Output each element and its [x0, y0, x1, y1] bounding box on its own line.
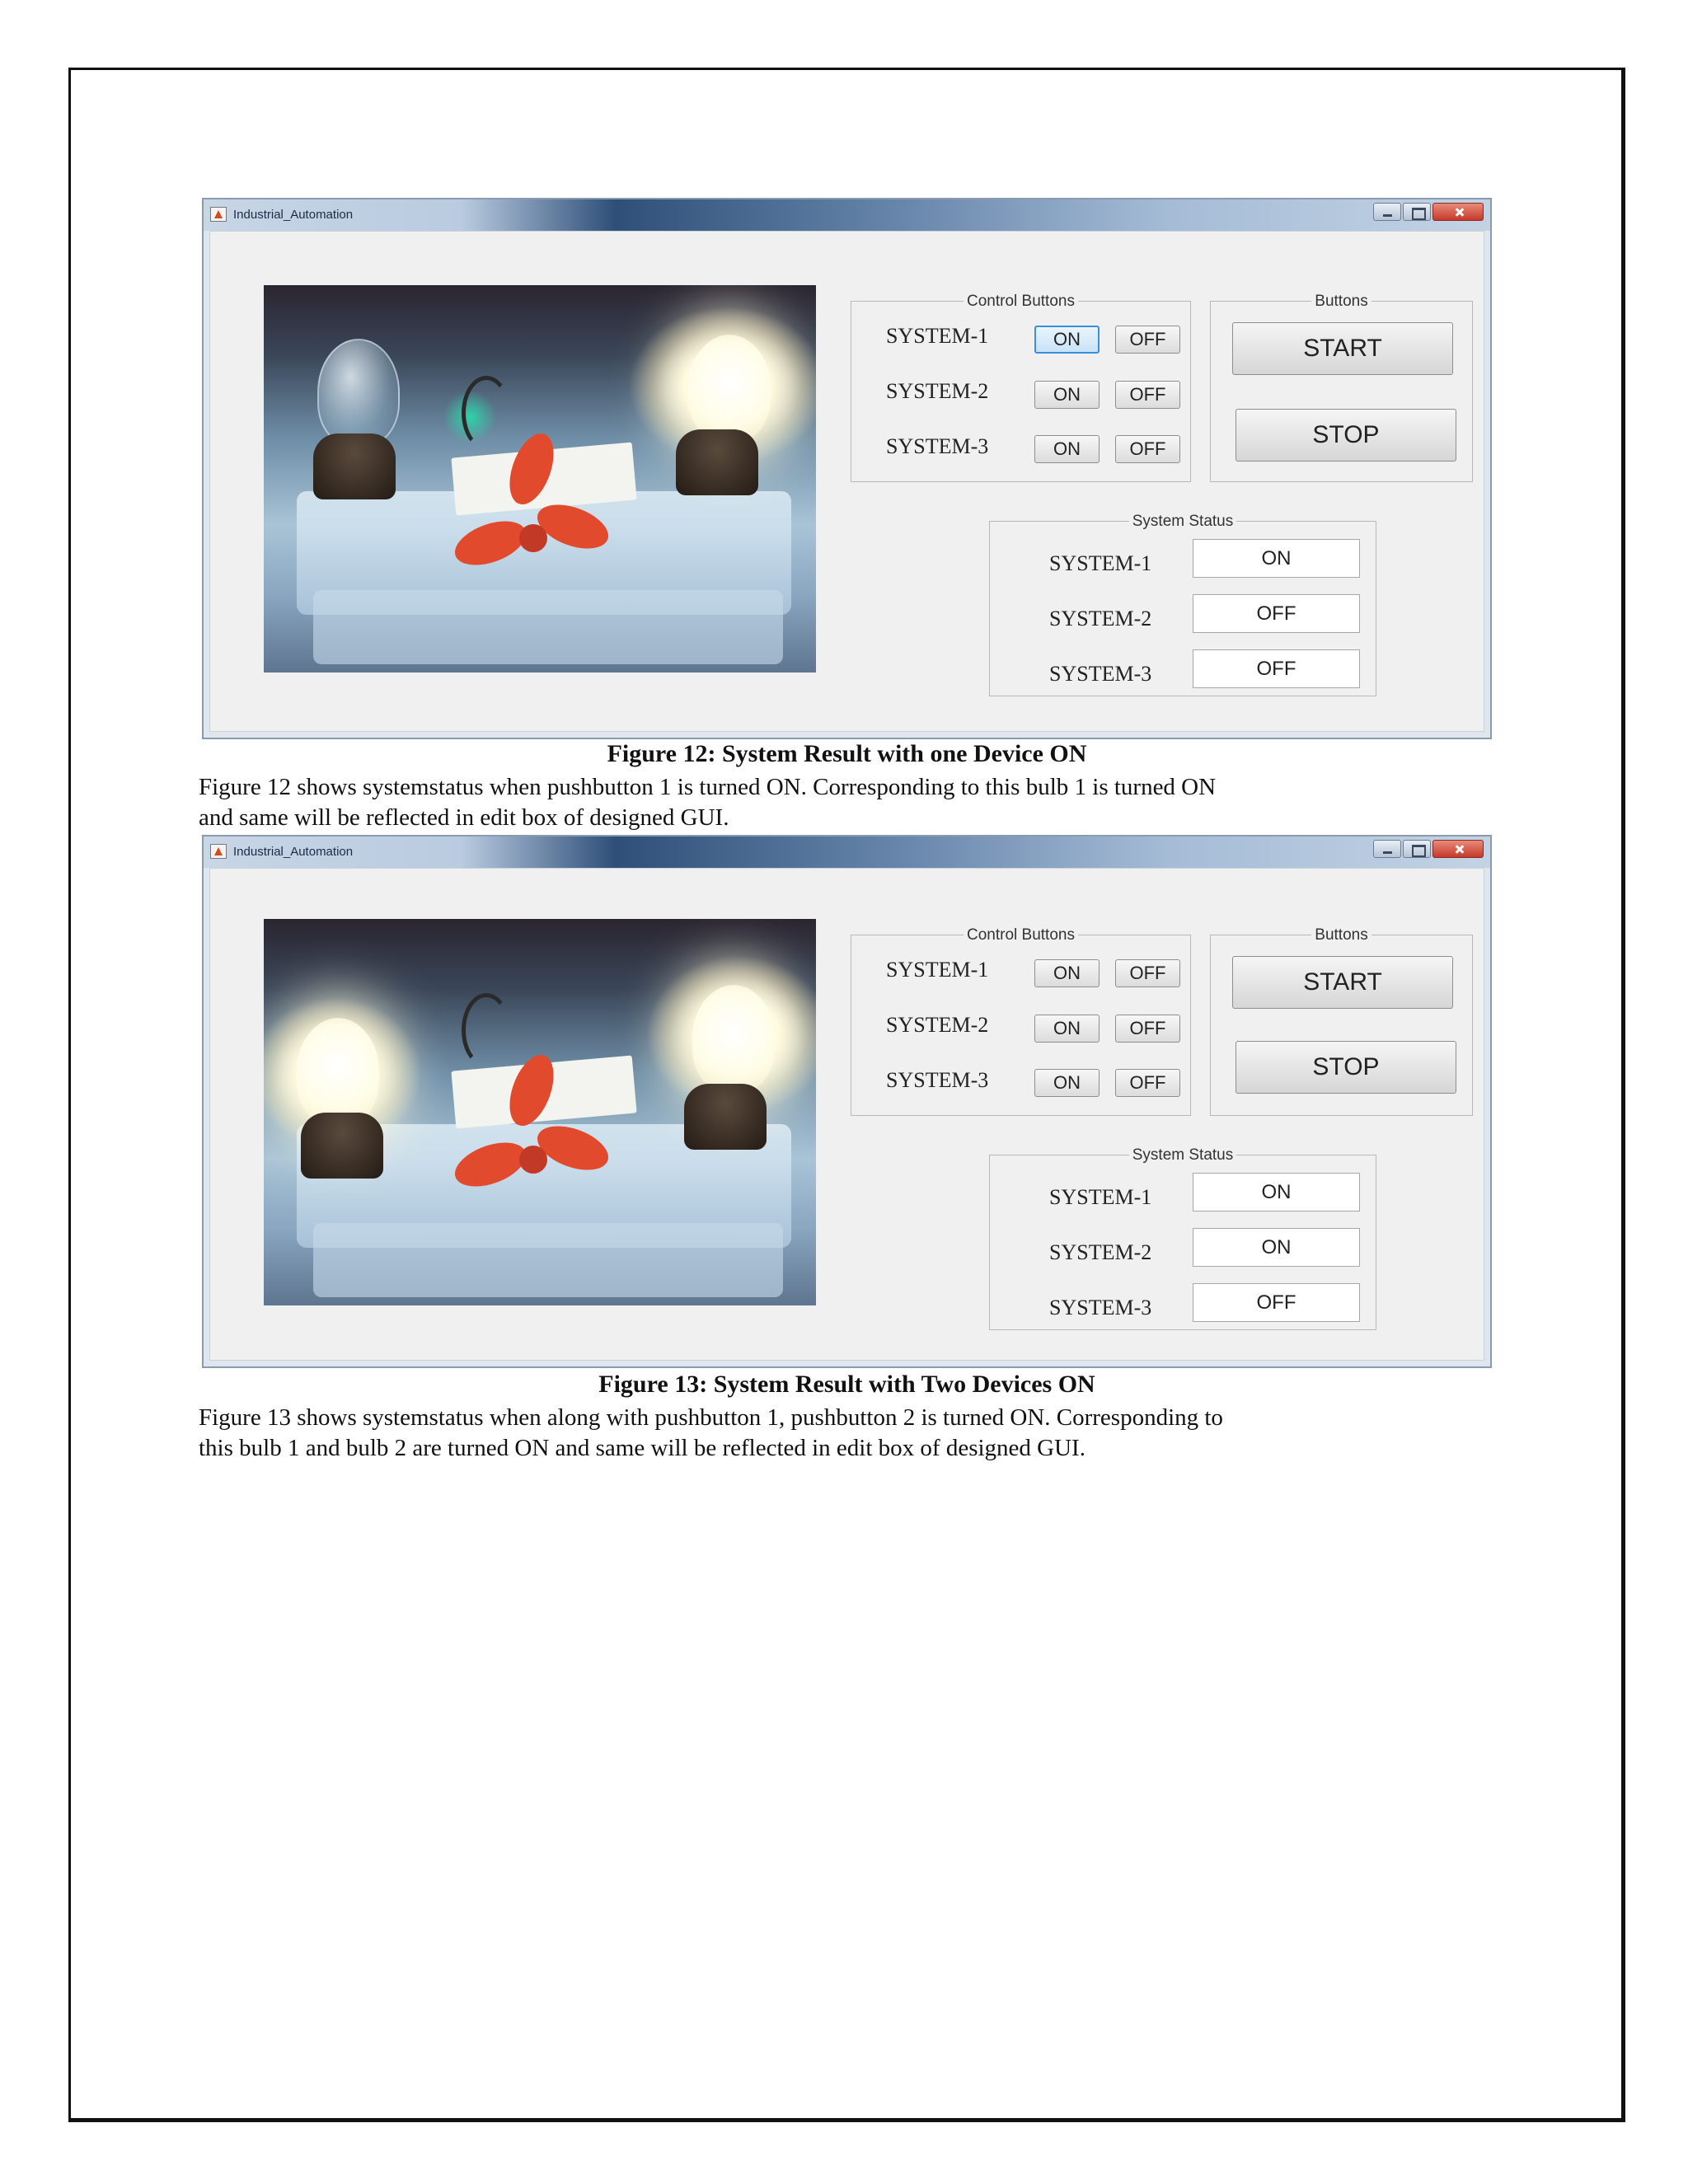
window-controls [1373, 203, 1484, 221]
status-system-2-field[interactable]: ON [1193, 1228, 1360, 1267]
control-buttons-panel [851, 926, 1191, 1116]
stop-button[interactable]: STOP [1236, 409, 1456, 462]
system-3-on-button[interactable]: ON [1034, 435, 1100, 463]
buttons-panel [1210, 926, 1473, 1116]
system-1-on-button[interactable]: ON [1034, 326, 1100, 354]
close-icon[interactable] [1432, 203, 1484, 221]
window-title: Industrial_Automation [233, 208, 354, 222]
fan-hub-shape [519, 524, 547, 552]
system-1-off-button[interactable]: OFF [1115, 326, 1180, 354]
system-1-off-button[interactable]: OFF [1115, 959, 1180, 987]
start-button[interactable]: START [1232, 322, 1453, 375]
start-button[interactable]: START [1232, 956, 1453, 1009]
system-2-label: SYSTEM-2 [886, 379, 989, 403]
socket-2-shape [676, 429, 758, 495]
socket-1-shape [301, 1113, 383, 1179]
status-system-3-label: SYSTEM-3 [1049, 1296, 1152, 1319]
paragraph-line: Figure 12 shows systemstatus when pushbutton 1 is turned ON. Corresponding to this bulb 1 is turned ON [199, 774, 1217, 800]
system-status-panel [989, 513, 1376, 696]
bulb-2-on-shape [688, 335, 771, 442]
figure-13-caption: Figure 13: System Result with Two Devices ON [598, 1371, 1095, 1398]
system-1-on-button[interactable]: ON [1034, 959, 1100, 987]
bulb-2-on-shape [692, 985, 775, 1092]
window-client-area [209, 231, 1484, 732]
control-buttons-panel [851, 293, 1191, 482]
wire-shape [462, 376, 511, 450]
system-2-on-button[interactable]: ON [1034, 381, 1100, 409]
system-3-on-button[interactable]: ON [1034, 1069, 1100, 1097]
wire-shape [462, 993, 511, 1067]
paragraph-line: this bulb 1 and bulb 2 are turned ON and same will be reflected in edit box of designed GUI. [199, 1435, 1085, 1461]
bulb-1-off-shape [317, 339, 400, 446]
box-body-shape [313, 1223, 783, 1297]
panel-title: Buttons [1311, 293, 1371, 310]
panel-title: System Status [1129, 1146, 1237, 1164]
figure-13-paragraph [199, 1403, 1435, 1464]
app-window-figure-12 [202, 198, 1492, 739]
status-system-1-label: SYSTEM-1 [1049, 551, 1152, 575]
status-system-2-field[interactable]: OFF [1193, 594, 1360, 633]
panel-title: Control Buttons [964, 926, 1078, 944]
system-2-label: SYSTEM-2 [886, 1013, 989, 1037]
status-system-1-field[interactable]: ON [1193, 1173, 1360, 1212]
fan-hub-shape [519, 1146, 547, 1174]
status-system-1-field[interactable]: ON [1193, 539, 1360, 578]
maximize-icon[interactable] [1403, 203, 1431, 221]
status-system-2-label: SYSTEM-2 [1049, 607, 1152, 630]
close-icon[interactable] [1432, 840, 1484, 858]
system-3-label: SYSTEM-3 [886, 1068, 989, 1092]
system-3-off-button[interactable]: OFF [1115, 1069, 1180, 1097]
minimize-icon[interactable] [1373, 840, 1401, 858]
panel-title: Control Buttons [964, 293, 1078, 310]
box-body-shape [313, 590, 783, 664]
status-system-3-field[interactable]: OFF [1193, 1283, 1360, 1322]
bulb-1-on-shape [297, 1018, 379, 1125]
status-system-3-label: SYSTEM-3 [1049, 662, 1152, 686]
panel-title: Buttons [1311, 926, 1371, 944]
socket-2-shape [684, 1084, 767, 1150]
window-client-area [209, 868, 1484, 1361]
system-2-off-button[interactable]: OFF [1115, 1015, 1180, 1043]
window-titlebar[interactable] [204, 837, 1490, 868]
window-title: Industrial_Automation [233, 845, 354, 859]
minimize-icon[interactable] [1373, 203, 1401, 221]
camera-feed-image [264, 919, 816, 1305]
figure-12-caption: Figure 12: System Result with one Device ON [607, 740, 1087, 767]
camera-feed-image [264, 285, 816, 673]
system-1-label: SYSTEM-1 [886, 324, 989, 348]
status-system-2-label: SYSTEM-2 [1049, 1240, 1152, 1264]
figure-12-paragraph [199, 772, 1435, 833]
app-window-figure-13 [202, 835, 1492, 1368]
matlab-app-icon [210, 207, 227, 222]
system-2-on-button[interactable]: ON [1034, 1015, 1100, 1043]
socket-1-shape [313, 434, 396, 499]
paragraph-line: Figure 13 shows systemstatus when along with pushbutton 1, pushbutton 2 is turned ON. Corresponding to [199, 1404, 1223, 1431]
system-3-off-button[interactable]: OFF [1115, 435, 1180, 463]
status-system-3-field[interactable]: OFF [1193, 649, 1360, 688]
system-2-off-button[interactable]: OFF [1115, 381, 1180, 409]
system-status-panel [989, 1146, 1376, 1330]
system-3-label: SYSTEM-3 [886, 434, 989, 458]
system-1-label: SYSTEM-1 [886, 958, 989, 982]
matlab-app-icon [210, 844, 227, 859]
stop-button[interactable]: STOP [1236, 1041, 1456, 1094]
maximize-icon[interactable] [1403, 840, 1431, 858]
paragraph-line: and same will be reflected in edit box of designed GUI. [199, 804, 729, 831]
window-controls [1373, 840, 1484, 858]
window-titlebar[interactable] [204, 199, 1490, 231]
status-system-1-label: SYSTEM-1 [1049, 1185, 1152, 1209]
panel-title: System Status [1129, 513, 1237, 530]
buttons-panel [1210, 293, 1473, 482]
